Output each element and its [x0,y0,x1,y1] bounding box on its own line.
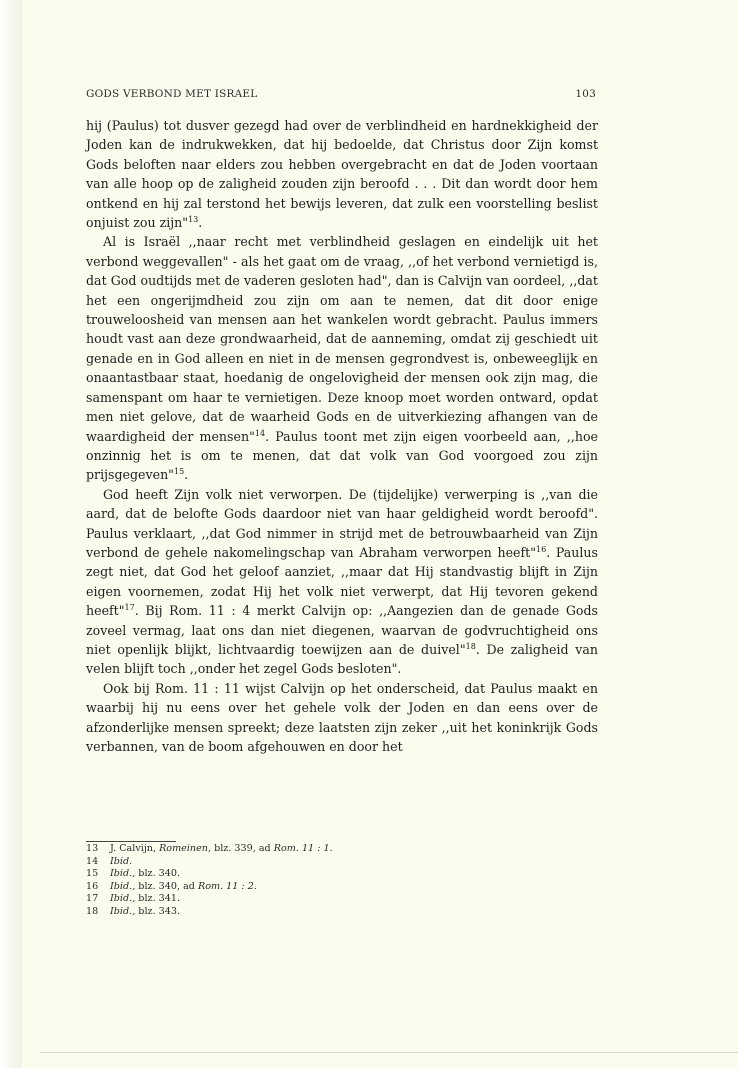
running-head-title: GODS VERBOND MET ISRAEL [86,88,258,100]
footnote-ref: 14 [254,428,266,438]
paragraph-text: . De zaligheid van velen blijft toch ,,onder het zegel Gods besloten". [86,641,598,677]
footnote-italic: Rom. 11 : 2. [197,880,257,892]
footnote-italic: Ibid. [110,855,133,867]
footnote-text: blz. 343. [135,905,181,917]
footnote-ref: 18 [465,641,476,651]
footnote [86,856,486,869]
footnote-ref: 16 [536,544,547,554]
paragraph-text: Al is Israël ,,naar recht met verblindheid geslagen en eindelijk uit het verbond weggevallen" - als het gaat om de vraag, ,,of het verbond vernietigd is, dat God oudtijds met de vaderen gesloten had", dan is Calvijn van oordeel, ,,dat het een ongerijmdheid zou zijn om aan te nemen, dat dit door enige trouweloosheid van mensen aan het wankelen wordt gebracht. Paulus immers houdt vast aan deze grondwaarheid, dat de aanneming, omdat zij geschiedt uit genade en in God alleen en niet in de mensen gegrondvest is, onbeweeglijk en onaantastbaar staat, hoedanig de ongelovigheid der mensen ook zijn mag, die samenspant om haar te vernietigen. Deze knoop moet worden ontward, opdat men niet gelove, dat de waarheid Gods en de uitverkiezing afhangen van de waardigheid der mensen" [86,234,598,444]
footnote-text: blz. 339, ad [211,843,274,854]
footnote-ref: 15 [173,467,185,477]
footnote [86,881,486,894]
footnotes [86,843,486,919]
paragraph-text: . Paulus toont met zijn eigen voorbeeld aan, ,,hoe onzinnig het is om te menen, dat dat volk van God voorgoed zou zijn prijsgegeven" [86,428,598,483]
footnote-number: 16 [86,880,99,892]
footnote-ref: 13 [188,215,199,225]
footnote [86,843,486,856]
footnote-text: blz. 340. [135,868,181,880]
footnote-italic: Ibid., [110,880,136,892]
footnote-number: 15 [86,868,99,880]
footnote-italic: Romeinen, [159,843,212,854]
footnote-italic: Rom. 11 : 1. [273,843,333,854]
footnote-number: 13 [86,843,99,854]
footnote [86,868,486,881]
footnote-ref: 17 [124,603,135,613]
footnote-text: blz. 341. [135,893,181,905]
footnote-divider [86,841,176,842]
paragraph-text: . Paulus zegt niet, dat God het geloof aanziet, ,,maar dat Hij standvastig blijft in Zijn eigen voornemen, zodat Hij het volk niet verwerpt, dat Hij tevoren gekend heeft" [86,544,598,619]
paragraph-text: . [198,215,203,231]
paragraph-4 [86,679,598,757]
footnote-italic: Ibid., [110,868,136,880]
paragraph-3 [86,485,598,679]
paragraph-1 [86,116,598,232]
scan-bottom-edge [40,1052,738,1053]
running-head [86,88,596,100]
paragraph-text: Ook bij Rom. 11 : 11 wijst Calvijn op het onderscheid, dat Paulus maakt en waarbij hij nu eens over het gehele volk der Joden en dan eens over de afzonderlijke mensen spreekt; deze laatsten zijn zeker ,,uit het koninkrijk Gods verbannen, van de boom afgehouwen en door het [86,680,598,754]
paragraph-text: . [184,467,189,483]
paragraph-text: hij (Paulus) tot dusver gezegd had over de verblindheid en hardnekkigheid der Joden kan de indrukwekken, dat hij bedoelde, dat Christus door Zijn komst Gods beloften naar elders zou hebben overgebracht en dat de Joden voortaan van alle hoop op de zaligheid zouden zijn beroofd . . . Dit dan wordt door hem ontkend en hij zal terstond het bewijs leveren, dat zulk een voorstelling beslist onjuist zou zijn" [86,118,598,231]
footnote-text: J. Calvijn, [110,843,160,854]
footnote-number: 14 [86,855,99,867]
body-text [86,116,598,756]
footnote-italic: Ibid., [110,893,136,905]
footnote-text: blz. 340, ad [135,880,198,892]
footnote-italic: Ibid., [110,905,136,917]
footnote [86,893,486,906]
footnote-number: 17 [86,893,99,905]
paragraph-text: . Bij Rom. 11 : 4 merkt Calvijn op: ,,Aangezien dan de genade Gods zoveel vermag, laat ons dan niet diegenen, waarvan de godvruchtigheid ons niet openlijk blijkt, lichtvaardig toewijzen aan de duivel" [86,603,598,657]
page-number: 103 [575,88,596,100]
footnote-number: 18 [86,905,99,917]
paragraph-2 [86,232,598,484]
page-edge-shadow [0,0,22,1068]
footnote [86,906,486,919]
paragraph-text: God heeft Zijn volk niet verworpen. De (tijdelijke) verwerping is ,,van die aard, dat de belofte Gods daardoor niet van haar geldigheid wordt beroofd". Paulus verklaart, ,,dat God nimmer in strijd met de betrouwbaarheid van Zijn verbond de gehele nakomelingschap van Abraham verworpen heeft" [86,486,598,560]
